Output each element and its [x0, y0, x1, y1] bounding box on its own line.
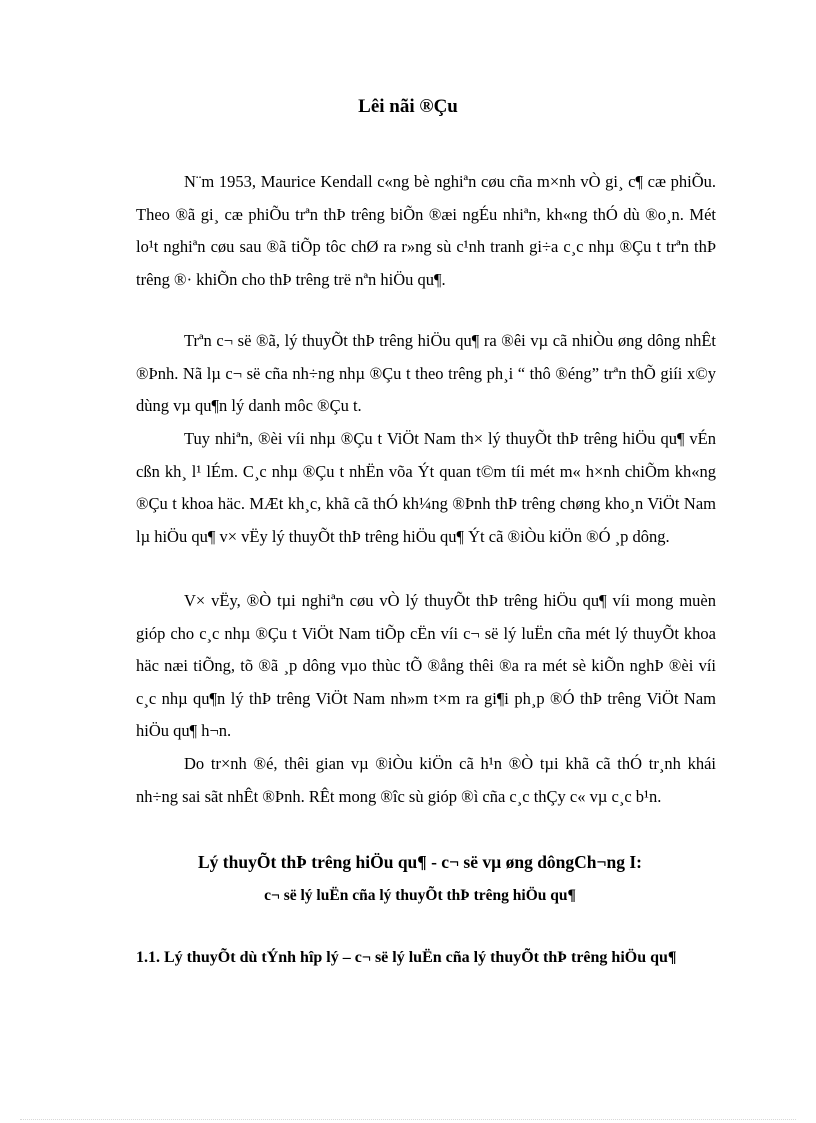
chapter-heading: Lý thuyÕt thÞ trêng hiÖu qu¶ - c¬ së vµ øng dôngCh¬ng I: — [198, 852, 642, 872]
paragraph-1: N¨m 1953, Maurice Kendall c«ng bè nghiªn cøu cña m×nh vÒ gi¸ c¶ cæ phiÕu. Theo ®ã gi¸ cæ phiÕu trªn thÞ trêng biÕn ®æi ngÉu nhiªn, kh«ng thÓ dù ®o¸n. Mét lo¹t nghiªn cøu sau ®ã tiÕp tôc chØ ra r»ng sù c¹nh tranh gi÷a c¸c nhµ ®Çu t trªn thÞ trêng ®· khiÕn cho thÞ trêng trë nªn hiÖu qu¶. — [136, 172, 716, 289]
paragraph-2: Trªn c¬ së ®ã, lý thuyÕt thÞ trêng hiÖu qu¶ ra ®êi vµ cã nhiÒu øng dông nhÊt ®Þnh. Nã lµ c¬ së cña nh÷ng nhµ ®Çu t theo trêng ph¸i “ thô ®éng” trªn thÕ giíi x©y dùng vµ qu¶n lý danh môc ®Çu t. — [136, 331, 716, 416]
page-title: Lêi nãi ®Çu — [358, 96, 458, 117]
paragraph-5: Do tr×nh ®é, thêi gian vµ ®iÒu kiÖn cã h¹n ®Ò tµi khã cã thÓ tr¸nh khái nh÷ng sai sãt nhÊt ®Þnh. RÊt mong ®îc sù gióp ®ì cña c¸c thÇy c« vµ c¸c b¹n. — [136, 754, 716, 806]
page-bottom-divider — [20, 1119, 796, 1120]
paragraph-4: V× vËy, ®Ò tµi nghiªn cøu vÒ lý thuyÕt thÞ trêng hiÖu qu¶ víi mong muèn gióp cho c¸c nhµ ®Çu t ViÖt Nam tiÕp cËn víi c¬ së lý luËn cña mét lý thuyÕt khoa häc næi tiÕng, tõ ®ã ¸p dông vµo thùc tÕ ®ång thêi ®a ra mét sè kiÕn nghÞ ®èi víi c¸c nhµ qu¶n lý thÞ trêng ViÖt Nam nh»m t×m ra gi¶i ph¸p ®Ó thÞ trêng ViÖt Nam hiÖu qu¶ h¬n. — [136, 591, 716, 741]
paragraph-3: Tuy nhiªn, ®èi víi nhµ ®Çu t ViÖt Nam th× lý thuyÕt thÞ trêng hiÖu qu¶ vÉn cßn kh¸ l¹ lÉm. C¸c nhµ ®Çu t nhËn võa Ýt quan t©m tíi mét m« h×nh chiÕm kh«ng ®Çu t khoa häc. MÆt kh¸c, khã cã thÓ kh¼ng ®Þnh thÞ trêng chøng kho¸n ViÖt Nam lµ hiÖu qu¶ v× vËy lý thuyÕt thÞ trêng hiÖu qu¶ Ýt cã ®iÒu kiÖn ®Ó ¸p dông. — [136, 429, 716, 546]
section-heading: 1.1. Lý thuyÕt dù tÝnh hîp lý – c¬ së lý luËn cña lý thuyÕt thÞ trêng hiÖu qu¶ — [136, 949, 677, 966]
chapter-subheading: c¬ së lý luËn cña lý thuyÕt thÞ trêng hiÖu qu¶ — [264, 887, 576, 904]
